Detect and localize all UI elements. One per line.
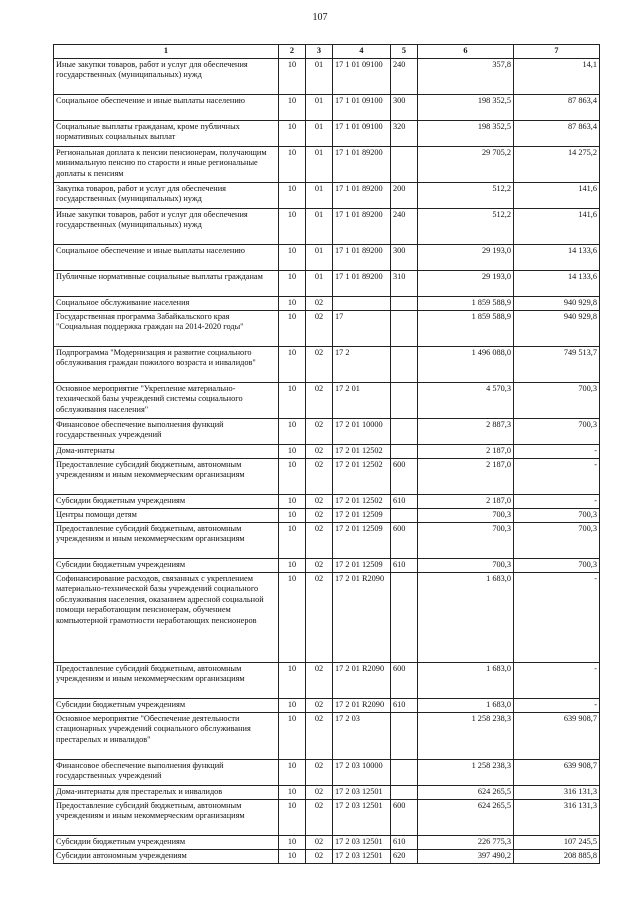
column-header: 3 xyxy=(306,45,333,59)
cell-section: 10 xyxy=(279,458,306,494)
cell-section: 10 xyxy=(279,508,306,522)
cell-name: Публичные нормативные социальные выплаты гражданам xyxy=(54,270,279,296)
cell-section: 10 xyxy=(279,799,306,835)
cell-expense-type xyxy=(391,785,418,799)
cell-expense-type: 610 xyxy=(391,835,418,849)
cell-target-article: 17 2 03 10000 xyxy=(333,759,391,785)
cell-expense-type xyxy=(391,418,418,444)
cell-expense-type xyxy=(391,146,418,182)
cell-amount-actual: 700,3 xyxy=(514,418,600,444)
table-row xyxy=(54,835,600,849)
cell-amount-plan: 1 683,0 xyxy=(418,662,514,698)
cell-amount-plan: 357,8 xyxy=(418,58,514,94)
cell-subsection: 02 xyxy=(306,698,333,712)
cell-expense-type: 240 xyxy=(391,58,418,94)
cell-name: Государственная программа Забайкальского края "Социальная поддержка граждан на 2014-2020 годы" xyxy=(54,310,279,346)
cell-subsection: 02 xyxy=(306,418,333,444)
cell-amount-actual: 141,6 xyxy=(514,208,600,244)
cell-name: Субсидии бюджетным учреждениям xyxy=(54,698,279,712)
cell-target-article: 17 2 01 12509 xyxy=(333,558,391,572)
table-row xyxy=(54,458,600,494)
cell-amount-actual: 639 908,7 xyxy=(514,712,600,759)
cell-target-article: 17 1 01 09100 xyxy=(333,120,391,146)
cell-amount-plan: 512,2 xyxy=(418,208,514,244)
cell-name: Софинансирование расходов, связанных с укреплением материально-технической базы учреждений социального обслуживания населения, оказанием адресной социальной помощи неработающим пенсионерам, обучением компьютерной грамотности неработающих пенсионеров xyxy=(54,572,279,662)
cell-amount-plan: 700,3 xyxy=(418,508,514,522)
cell-amount-actual: 107 245,5 xyxy=(514,835,600,849)
table-row xyxy=(54,494,600,508)
cell-subsection: 01 xyxy=(306,270,333,296)
cell-expense-type xyxy=(391,508,418,522)
cell-expense-type: 200 xyxy=(391,182,418,208)
cell-name: Центры помощи детям xyxy=(54,508,279,522)
cell-target-article: 17 2 01 12502 xyxy=(333,494,391,508)
cell-subsection: 01 xyxy=(306,146,333,182)
cell-amount-plan: 2 187,0 xyxy=(418,494,514,508)
cell-amount-plan: 1 496 088,0 xyxy=(418,346,514,382)
cell-amount-plan: 624 265,5 xyxy=(418,785,514,799)
cell-subsection: 02 xyxy=(306,759,333,785)
cell-subsection: 01 xyxy=(306,182,333,208)
cell-subsection: 01 xyxy=(306,94,333,120)
cell-amount-actual: - xyxy=(514,444,600,458)
table-row xyxy=(54,444,600,458)
cell-name: Финансовое обеспечение выполнения функций государственных учреждений xyxy=(54,418,279,444)
column-header: 7 xyxy=(514,45,600,59)
table-row xyxy=(54,759,600,785)
cell-name: Социальное обеспечение и иные выплаты населению xyxy=(54,94,279,120)
cell-amount-actual: - xyxy=(514,458,600,494)
cell-expense-type xyxy=(391,346,418,382)
cell-amount-actual: 940 929,8 xyxy=(514,296,600,310)
cell-section: 10 xyxy=(279,712,306,759)
cell-target-article: 17 2 03 12501 xyxy=(333,799,391,835)
table-row xyxy=(54,94,600,120)
cell-section: 10 xyxy=(279,244,306,270)
cell-expense-type: 600 xyxy=(391,799,418,835)
table-row xyxy=(54,662,600,698)
cell-target-article: 17 2 01 12502 xyxy=(333,458,391,494)
table-row xyxy=(54,58,600,94)
cell-subsection: 02 xyxy=(306,799,333,835)
cell-subsection: 02 xyxy=(306,785,333,799)
table-row xyxy=(54,346,600,382)
cell-amount-plan: 1 859 588,9 xyxy=(418,310,514,346)
cell-name: Региональная доплата к пенсии пенсионерам, получающим минимальную пенсию по старости и иные региональные доплаты к пенсиям xyxy=(54,146,279,182)
table-row xyxy=(54,208,600,244)
table-row xyxy=(54,310,600,346)
cell-subsection: 02 xyxy=(306,310,333,346)
cell-amount-plan: 2 187,0 xyxy=(418,444,514,458)
cell-subsection: 01 xyxy=(306,244,333,270)
table-row xyxy=(54,418,600,444)
cell-amount-actual: 87 863,4 xyxy=(514,94,600,120)
cell-expense-type: 320 xyxy=(391,120,418,146)
cell-target-article: 17 2 01 12509 xyxy=(333,508,391,522)
cell-amount-plan: 700,3 xyxy=(418,558,514,572)
cell-target-article: 17 1 01 09100 xyxy=(333,58,391,94)
cell-name: Иные закупки товаров, работ и услуг для обеспечения государственных (муниципальных) нужд xyxy=(54,208,279,244)
cell-expense-type xyxy=(391,759,418,785)
table-row xyxy=(54,558,600,572)
cell-subsection: 02 xyxy=(306,346,333,382)
table-row xyxy=(54,522,600,558)
cell-section: 10 xyxy=(279,759,306,785)
table-row xyxy=(54,270,600,296)
table-row xyxy=(54,182,600,208)
column-header: 6 xyxy=(418,45,514,59)
cell-section: 10 xyxy=(279,849,306,863)
cell-expense-type: 610 xyxy=(391,558,418,572)
cell-name: Дома-интернаты xyxy=(54,444,279,458)
page-number: 107 xyxy=(312,12,328,23)
cell-amount-plan: 1 258 238,3 xyxy=(418,712,514,759)
cell-name: Дома-интернаты для престарелых и инвалидов xyxy=(54,785,279,799)
cell-expense-type: 600 xyxy=(391,662,418,698)
cell-expense-type: 600 xyxy=(391,522,418,558)
table-row xyxy=(54,698,600,712)
cell-name: Социальное обслуживание населения xyxy=(54,296,279,310)
cell-subsection: 02 xyxy=(306,849,333,863)
cell-subsection: 01 xyxy=(306,120,333,146)
cell-section: 10 xyxy=(279,698,306,712)
cell-target-article: 17 1 01 89200 xyxy=(333,244,391,270)
cell-amount-actual: 208 885,8 xyxy=(514,849,600,863)
cell-subsection: 02 xyxy=(306,444,333,458)
table-row xyxy=(54,712,600,759)
cell-expense-type: 610 xyxy=(391,494,418,508)
cell-name: Субсидии бюджетным учреждениям xyxy=(54,494,279,508)
cell-section: 10 xyxy=(279,522,306,558)
table-header-row xyxy=(54,45,600,59)
cell-expense-type xyxy=(391,382,418,418)
budget-table xyxy=(53,44,600,864)
cell-section: 10 xyxy=(279,785,306,799)
cell-amount-actual: 141,6 xyxy=(514,182,600,208)
cell-name: Иные закупки товаров, работ и услуг для обеспечения государственных (муниципальных) нужд xyxy=(54,58,279,94)
cell-target-article: 17 1 01 89200 xyxy=(333,208,391,244)
cell-target-article: 17 2 01 R2090 xyxy=(333,572,391,662)
cell-target-article: 17 2 01 10000 xyxy=(333,418,391,444)
cell-target-article: 17 2 01 xyxy=(333,382,391,418)
cell-subsection: 02 xyxy=(306,835,333,849)
cell-amount-plan: 2 887,3 xyxy=(418,418,514,444)
cell-target-article: 17 1 01 89200 xyxy=(333,182,391,208)
cell-section: 10 xyxy=(279,296,306,310)
cell-amount-plan: 1 859 588,9 xyxy=(418,296,514,310)
cell-target-article: 17 2 03 xyxy=(333,712,391,759)
cell-amount-plan: 1 258 238,3 xyxy=(418,759,514,785)
cell-amount-actual: - xyxy=(514,494,600,508)
cell-name: Социальное обеспечение и иные выплаты населению xyxy=(54,244,279,270)
column-header: 2 xyxy=(279,45,306,59)
cell-amount-actual: 639 908,7 xyxy=(514,759,600,785)
cell-expense-type: 600 xyxy=(391,458,418,494)
cell-target-article: 17 2 01 12509 xyxy=(333,522,391,558)
cell-amount-actual: - xyxy=(514,572,600,662)
cell-expense-type xyxy=(391,310,418,346)
cell-amount-plan: 29 705,2 xyxy=(418,146,514,182)
cell-amount-plan: 512,2 xyxy=(418,182,514,208)
cell-amount-actual: - xyxy=(514,698,600,712)
cell-expense-type xyxy=(391,444,418,458)
cell-target-article xyxy=(333,296,391,310)
cell-amount-plan: 198 352,5 xyxy=(418,120,514,146)
cell-expense-type xyxy=(391,712,418,759)
cell-target-article: 17 2 01 R2090 xyxy=(333,698,391,712)
cell-section: 10 xyxy=(279,572,306,662)
cell-section: 10 xyxy=(279,270,306,296)
cell-amount-plan: 1 683,0 xyxy=(418,698,514,712)
cell-amount-actual: 14 133,6 xyxy=(514,244,600,270)
column-header: 4 xyxy=(333,45,391,59)
cell-amount-plan: 29 193,0 xyxy=(418,244,514,270)
cell-section: 10 xyxy=(279,310,306,346)
cell-name: Предоставление субсидий бюджетным, автономным учреждениям и иным некоммерческим организациям xyxy=(54,458,279,494)
cell-subsection: 02 xyxy=(306,296,333,310)
cell-amount-actual: 749 513,7 xyxy=(514,346,600,382)
table-row xyxy=(54,785,600,799)
cell-target-article: 17 2 xyxy=(333,346,391,382)
cell-target-article: 17 xyxy=(333,310,391,346)
cell-target-article: 17 1 01 09100 xyxy=(333,94,391,120)
table-row xyxy=(54,382,600,418)
cell-subsection: 02 xyxy=(306,558,333,572)
column-header: 1 xyxy=(54,45,279,59)
cell-subsection: 02 xyxy=(306,572,333,662)
cell-subsection: 01 xyxy=(306,58,333,94)
cell-amount-actual: - xyxy=(514,662,600,698)
cell-expense-type: 300 xyxy=(391,244,418,270)
cell-section: 10 xyxy=(279,558,306,572)
cell-name: Субсидии автономным учреждениям xyxy=(54,849,279,863)
table-row xyxy=(54,120,600,146)
cell-name: Основное мероприятие "Укрепление материально-технической базы учреждений системы социального обслуживания населения" xyxy=(54,382,279,418)
cell-subsection: 02 xyxy=(306,508,333,522)
cell-subsection: 02 xyxy=(306,712,333,759)
cell-subsection: 02 xyxy=(306,522,333,558)
cell-expense-type: 620 xyxy=(391,849,418,863)
cell-section: 10 xyxy=(279,58,306,94)
cell-name: Закупка товаров, работ и услуг для обеспечения государственных (муниципальных) нужд xyxy=(54,182,279,208)
cell-amount-plan: 2 187,0 xyxy=(418,458,514,494)
cell-section: 10 xyxy=(279,94,306,120)
cell-amount-actual: 700,3 xyxy=(514,522,600,558)
table-row xyxy=(54,244,600,270)
cell-section: 10 xyxy=(279,444,306,458)
cell-subsection: 01 xyxy=(306,208,333,244)
cell-amount-plan: 624 265,5 xyxy=(418,799,514,835)
cell-amount-plan: 29 193,0 xyxy=(418,270,514,296)
column-header: 5 xyxy=(391,45,418,59)
table-row xyxy=(54,146,600,182)
cell-target-article: 17 2 03 12501 xyxy=(333,835,391,849)
cell-section: 10 xyxy=(279,418,306,444)
cell-target-article: 17 2 03 12501 xyxy=(333,849,391,863)
cell-expense-type xyxy=(391,572,418,662)
cell-expense-type: 300 xyxy=(391,94,418,120)
cell-section: 10 xyxy=(279,835,306,849)
cell-section: 10 xyxy=(279,494,306,508)
cell-target-article: 17 1 01 89200 xyxy=(333,270,391,296)
cell-amount-actual: 700,3 xyxy=(514,508,600,522)
cell-section: 10 xyxy=(279,662,306,698)
cell-amount-actual: 14 275,2 xyxy=(514,146,600,182)
cell-amount-plan: 226 775,3 xyxy=(418,835,514,849)
table-row xyxy=(54,508,600,522)
cell-subsection: 02 xyxy=(306,382,333,418)
cell-name: Субсидии бюджетным учреждениям xyxy=(54,835,279,849)
cell-amount-actual: 14 133,6 xyxy=(514,270,600,296)
cell-subsection: 02 xyxy=(306,662,333,698)
cell-name: Субсидии бюджетным учреждениям xyxy=(54,558,279,572)
cell-section: 10 xyxy=(279,346,306,382)
cell-section: 10 xyxy=(279,208,306,244)
cell-section: 10 xyxy=(279,382,306,418)
table-row xyxy=(54,849,600,863)
cell-amount-actual: 700,3 xyxy=(514,382,600,418)
cell-target-article: 17 2 01 R2090 xyxy=(333,662,391,698)
cell-name: Финансовое обеспечение выполнения функций государственных учреждений xyxy=(54,759,279,785)
cell-target-article: 17 2 03 12501 xyxy=(333,785,391,799)
cell-subsection: 02 xyxy=(306,458,333,494)
cell-amount-plan: 700,3 xyxy=(418,522,514,558)
cell-section: 10 xyxy=(279,182,306,208)
cell-name: Основное мероприятие "Обеспечение деятельности стационарных учреждений социального обслуживания престарелых и инвалидов" xyxy=(54,712,279,759)
cell-name: Предоставление субсидий бюджетным, автономным учреждениям и иным некоммерческим организациям xyxy=(54,522,279,558)
cell-name: Предоставление субсидий бюджетным, автономным учреждениям и иным некоммерческим организациям xyxy=(54,799,279,835)
cell-expense-type: 240 xyxy=(391,208,418,244)
cell-section: 10 xyxy=(279,146,306,182)
cell-name: Социальные выплаты гражданам, кроме публичных нормативных социальных выплат xyxy=(54,120,279,146)
cell-amount-actual: 87 863,4 xyxy=(514,120,600,146)
cell-section: 10 xyxy=(279,120,306,146)
cell-target-article: 17 1 01 89200 xyxy=(333,146,391,182)
cell-amount-actual: 316 131,3 xyxy=(514,785,600,799)
cell-name: Подпрограмма "Модернизация и развитие социального обслуживания граждан пожилого возраста и инвалидов" xyxy=(54,346,279,382)
cell-amount-plan: 4 570,3 xyxy=(418,382,514,418)
cell-expense-type xyxy=(391,296,418,310)
cell-amount-actual: 940 929,8 xyxy=(514,310,600,346)
cell-amount-plan: 198 352,5 xyxy=(418,94,514,120)
cell-name: Предоставление субсидий бюджетным, автономным учреждениям и иным некоммерческим организациям xyxy=(54,662,279,698)
cell-target-article: 17 2 01 12502 xyxy=(333,444,391,458)
cell-expense-type: 310 xyxy=(391,270,418,296)
table-row xyxy=(54,572,600,662)
cell-amount-plan: 1 683,0 xyxy=(418,572,514,662)
table-row xyxy=(54,799,600,835)
cell-subsection: 02 xyxy=(306,494,333,508)
cell-amount-actual: 316 131,3 xyxy=(514,799,600,835)
cell-amount-actual: 700,3 xyxy=(514,558,600,572)
cell-amount-actual: 14,1 xyxy=(514,58,600,94)
cell-expense-type: 610 xyxy=(391,698,418,712)
table-row xyxy=(54,296,600,310)
cell-amount-plan: 397 490,2 xyxy=(418,849,514,863)
